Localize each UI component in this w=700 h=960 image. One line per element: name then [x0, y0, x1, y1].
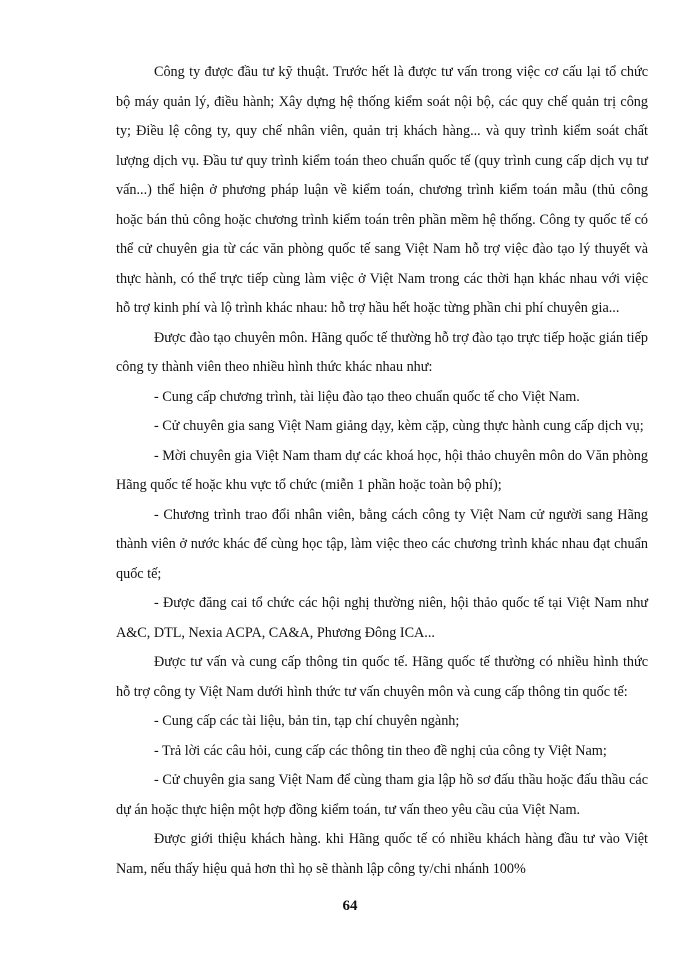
paragraph: Công ty được đầu tư kỹ thuật. Trước hết là được tư vấn trong việc cơ cấu lại tổ chức bộ máy quản lý, điều hành; Xây dựng hệ thống kiểm soát nội bộ, các quy chế quản trị công ty; Điều lệ công ty, quy chế nhân viên, quản trị khách hàng... và quy trình kiểm soát chất lượng dịch vụ. Đầu tư quy trình kiểm toán theo chuẩn quốc tế (quy trình cung cấp dịch vụ tư vấn...) thể hiện ở phương pháp luận về kiểm toán, chương trình kiểm toán mẫu (thủ công hoặc bán thủ công hoặc chương trình kiểm toán trên phần mềm hệ thống. Công ty quốc tế có thể cử chuyên gia từ các văn phòng quốc tế sang Việt Nam hỗ trợ việc đào tạo lý thuyết và thực hành, có thể trực tiếp cùng làm việc ở Việt Nam trong các thời hạn khác nhau với việc hỗ trợ kinh phí và lộ trình khác nhau: hỗ trợ hầu hết hoặc từng phần chi phí chuyên gia... [116, 64, 648, 316]
list-item: - Cung cấp chương trình, tài liệu đào tạo theo chuẩn quốc tế cho Việt Nam. [154, 388, 580, 405]
list-item: - Mời chuyên gia Việt Nam tham dự các khoá học, hội thảo chuyên môn do Văn phòng Hãng quốc tế hoặc khu vực tổ chức (miễn 1 phần hoặc toàn bộ phí); [116, 447, 648, 493]
paragraph: Được tư vấn và cung cấp thông tin quốc tế. Hãng quốc tế thường có nhiều hình thức hỗ trợ công ty Việt Nam dưới hình thức tư vấn chuyên môn và cung cấp thông tin quốc tế: [116, 654, 648, 700]
list-item: - Cử chuyên gia sang Việt Nam giảng dạy, kèm cặp, cùng thực hành cung cấp dịch vụ; [154, 418, 644, 434]
page-number: 64 [342, 898, 358, 914]
list-item: - Chương trình trao đổi nhân viên, bằng cách công ty Việt Nam cử người sang Hãng thành viên ở nước khác để cùng học tập, làm việc theo các chương trình khác nhau đạt chuẩn quốc tế; [116, 506, 648, 582]
list-item: - Cung cấp các tài liệu, bản tin, tạp chí chuyên ngành; [154, 713, 460, 729]
list-item: - Trả lời các câu hỏi, cung cấp các thông tin theo đề nghị của công ty Việt Nam; [154, 742, 607, 759]
list-item: - Được đăng cai tổ chức các hội nghị thường niên, hội thảo quốc tế tại Việt Nam như A&C, DTL, Nexia ACPA, CA&A, Phương Đông ICA... [116, 595, 648, 641]
paragraph: Được đào tạo chuyên môn. Hãng quốc tế thường hỗ trợ đào tạo trực tiếp hoặc gián tiếp công ty thành viên theo nhiều hình thức khác nhau như: [116, 329, 648, 375]
list-item: - Cử chuyên gia sang Việt Nam để cùng tham gia lập hồ sơ đấu thầu hoặc đấu thầu các dự án hoặc thực hiện một hợp đồng kiểm toán, tư vấn theo yêu cầu của Việt Nam. [116, 772, 648, 818]
paragraph: Được giới thiệu khách hàng. khi Hãng quốc tế có nhiều khách hàng đầu tư vào Việt Nam, nếu thấy hiệu quả hơn thì họ sẽ thành lập công ty/chi nhánh 100% [116, 831, 648, 877]
document-body [116, 58, 648, 884]
